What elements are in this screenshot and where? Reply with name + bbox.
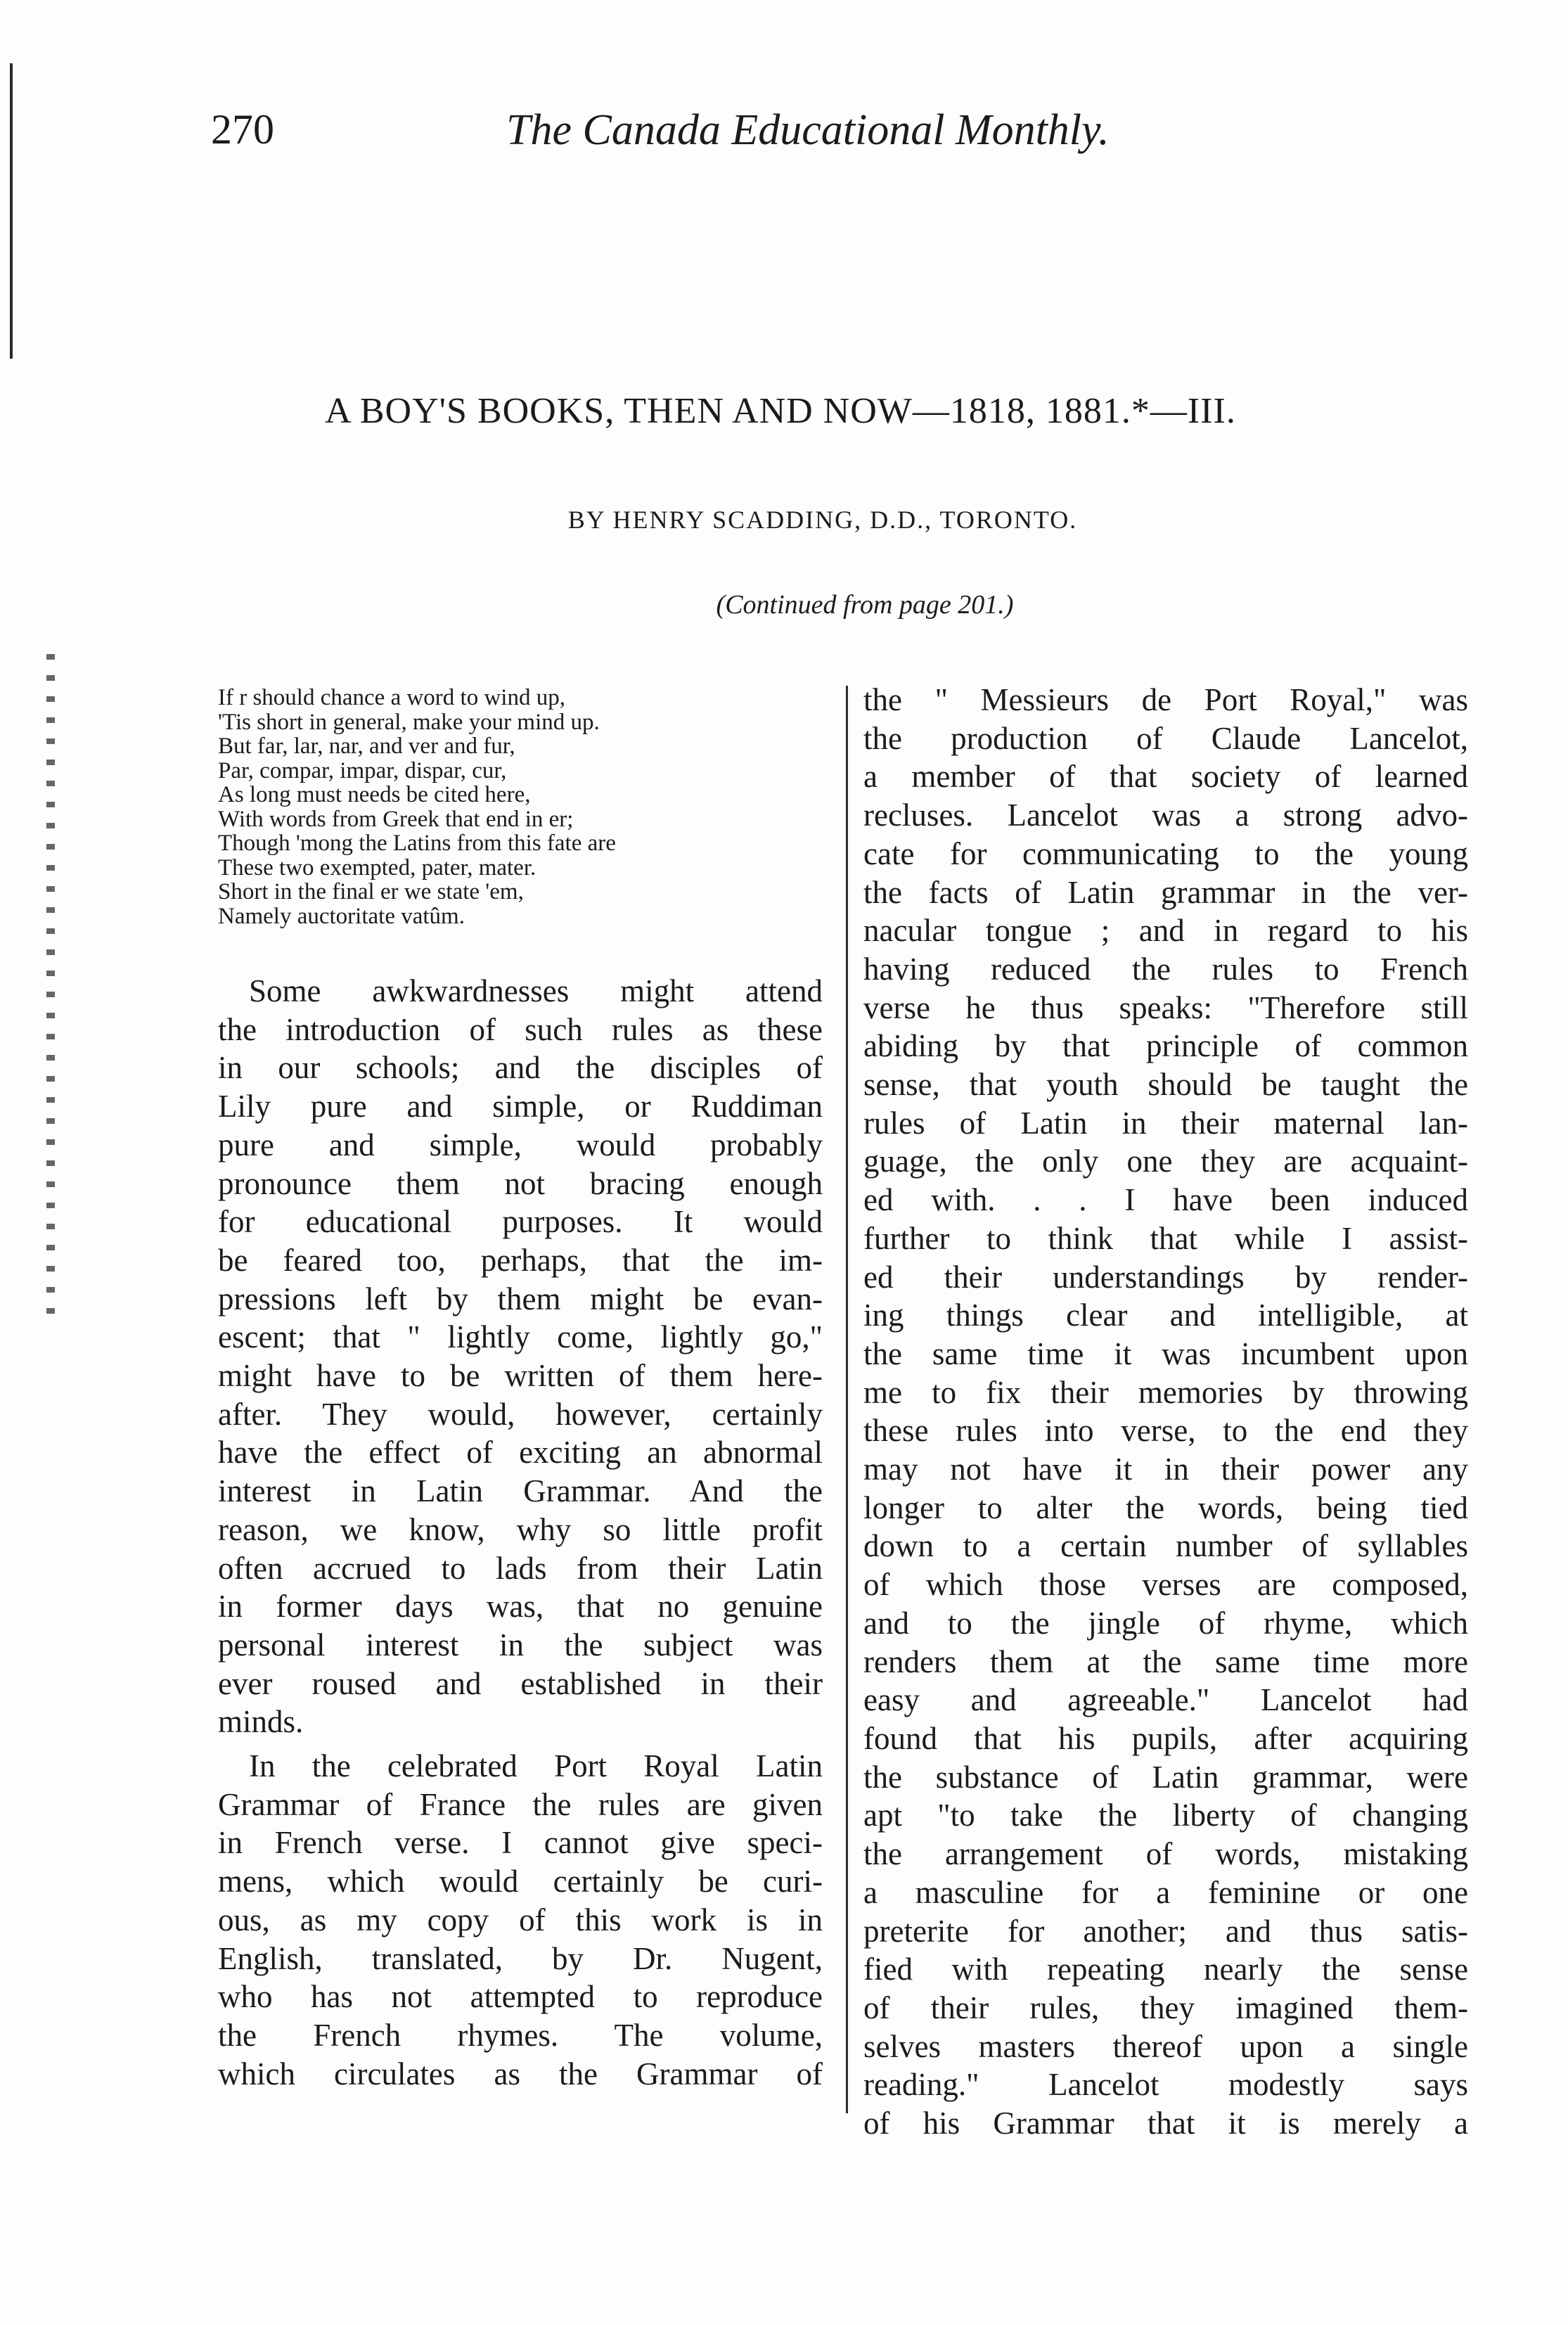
text-line: of which those verses are composed, (863, 1567, 1468, 1603)
text-line: Grammar of France the rules are given (218, 1786, 823, 1822)
paragraph (863, 681, 1468, 2143)
text-line: recluses. Lancelot was a strong advo- (863, 798, 1468, 833)
text-line: rules of Latin in their maternal lan- (863, 1105, 1468, 1141)
verse-line: Though 'mong the Latins from this fate are (218, 831, 616, 856)
text-line: Lily pure and simple, or Ruddiman (218, 1089, 823, 1125)
text-line: have the effect of exciting an abnormal (218, 1435, 823, 1471)
text-line: which circulates as the Grammar of (218, 2056, 823, 2092)
text-line: having reduced the rules to French (863, 951, 1468, 987)
text-line: verse he thus speaks: "Therefore still (863, 989, 1468, 1025)
scan-margin-dots (46, 654, 55, 1329)
text-line: selves masters thereof upon a single (863, 2028, 1468, 2064)
text-line: in French verse. I cannot give speci- (218, 1825, 823, 1861)
verse-block (218, 686, 823, 928)
journal-title: The Canada Educational Monthly. (506, 106, 1110, 154)
text-line: reason, we know, why so little profit (218, 1511, 823, 1547)
text-line: these rules into verse, to the end they (863, 1413, 1468, 1449)
text-line: fied with repeating nearly the sense (863, 1952, 1468, 1987)
text-line: the production of Claude Lancelot, (863, 720, 1468, 756)
verse-line: As long must needs be cited here, (218, 782, 531, 807)
text-line: a masculine for a feminine or one (863, 1874, 1468, 1910)
text-line: the French rhymes. The volume, (218, 2017, 823, 2053)
verse-line: Namely auctoritate vatûm. (218, 903, 465, 929)
verse-line: If r should chance a word to wind up, (218, 685, 565, 710)
column-divider (846, 686, 848, 2113)
paragraph (218, 972, 823, 1741)
text-line: ever roused and established in their (218, 1665, 823, 1701)
text-line: longer to alter the words, being tied (863, 1490, 1468, 1525)
article-title: A BOY'S BOOKS, THEN AND NOW—1818, 1881.*—III. (325, 391, 1236, 431)
text-line: Some awkwardnesses might attend (249, 973, 823, 1008)
text-line: pressions left by them might be evan- (218, 1281, 823, 1317)
verse-line: 'Tis short in general, make your mind up. (218, 709, 600, 735)
text-line: easy and agreeable." Lancelot had (863, 1682, 1468, 1718)
text-line: mens, which would certainly be curi- (218, 1864, 823, 1900)
text-line: the arrangement of words, mistaking (863, 1836, 1468, 1872)
text-line: nacular tongue ; and in regard to his (863, 913, 1468, 949)
verse-line: With words from Greek that end in er; (218, 806, 574, 832)
text-line: ing things clear and intelligible, at (863, 1298, 1468, 1333)
text-line: the facts of Latin grammar in the ver- (863, 874, 1468, 910)
text-line: of his Grammar that it is merely a (863, 2106, 1468, 2141)
text-line: English, translated, by Dr. Nugent, (218, 1940, 823, 1976)
text-line: the introduction of such rules as these (218, 1011, 823, 1047)
text-line: guage, the only one they are acquaint- (863, 1144, 1468, 1179)
text-line: In the celebrated Port Royal Latin (249, 1748, 823, 1784)
text-line: ed their understandings by render- (863, 1259, 1468, 1295)
text-line: pure and simple, would probably (218, 1127, 823, 1162)
verse-line: But far, lar, nar, and ver and fur, (218, 734, 515, 759)
text-line: found that his pupils, after acquiring (863, 1720, 1468, 1756)
text-line: may not have it in their power any (863, 1452, 1468, 1487)
text-line: ous, as my copy of this work is in (218, 1902, 823, 1937)
text-line: might have to be written of them here- (218, 1358, 823, 1394)
text-line: be feared too, perhaps, that the im- (218, 1242, 823, 1278)
verse-line: Par, compar, impar, dispar, cur, (218, 757, 507, 783)
text-line: reading." Lancelot modestly says (863, 2067, 1468, 2103)
text-line: the " Messieurs de Port Royal," was (863, 682, 1468, 717)
running-head (211, 105, 1153, 169)
text-line: in former days was, that no genuine (218, 1589, 823, 1625)
text-line: for educational purposes. It would (218, 1204, 823, 1240)
continued-note: (Continued from page 201.) (716, 590, 1014, 620)
text-line: me to fix their memories by throwing (863, 1374, 1468, 1410)
left-column (218, 686, 823, 2093)
text-line: apt "to take the liberty of changing (863, 1798, 1468, 1833)
article-byline: BY HENRY SCADDING, D.D., TORONTO. (567, 506, 1078, 534)
text-line: cate for communicating to the young (863, 835, 1468, 871)
text-line: minds. (218, 1704, 304, 1740)
text-line: of their rules, they imagined them- (863, 1990, 1468, 2025)
right-column (863, 681, 1468, 2143)
verse-line: Short in the final er we state 'em, (218, 879, 524, 904)
text-line: pronounce them not bracing enough (218, 1165, 823, 1201)
text-line: further to think that while I assist- (863, 1220, 1468, 1256)
text-line: often accrued to lads from their Latin (218, 1550, 823, 1586)
paragraph (218, 1747, 823, 2093)
verse-line: These two exempted, pater, mater. (218, 854, 536, 880)
text-line: renders them at the same time more (863, 1644, 1468, 1679)
text-line: the substance of Latin grammar, were (863, 1759, 1468, 1795)
text-line: interest in Latin Grammar. And the (218, 1473, 823, 1509)
text-line: escent; that " lightly come, lightly go," (218, 1319, 823, 1355)
text-line: personal interest in the subject was (218, 1627, 823, 1663)
text-line: a member of that society of learned (863, 759, 1468, 795)
text-line: and to the jingle of rhyme, which (863, 1605, 1468, 1641)
text-line: down to a certain number of syllables (863, 1528, 1468, 1564)
scan-edge-mark (10, 63, 13, 359)
text-line: ed with. . . I have been induced (863, 1182, 1468, 1218)
text-line: sense, that youth should be taught the (863, 1067, 1468, 1103)
text-line: preterite for another; and thus satis- (863, 1913, 1468, 1949)
page-number: 270 (211, 106, 274, 153)
text-line: in our schools; and the disciples of (218, 1050, 823, 1086)
text-line: after. They would, however, certainly (218, 1396, 823, 1432)
text-line: who has not attempted to reproduce (218, 1979, 823, 2015)
text-line: abiding by that principle of common (863, 1028, 1468, 1064)
text-line: the same time it was incumbent upon (863, 1336, 1468, 1371)
